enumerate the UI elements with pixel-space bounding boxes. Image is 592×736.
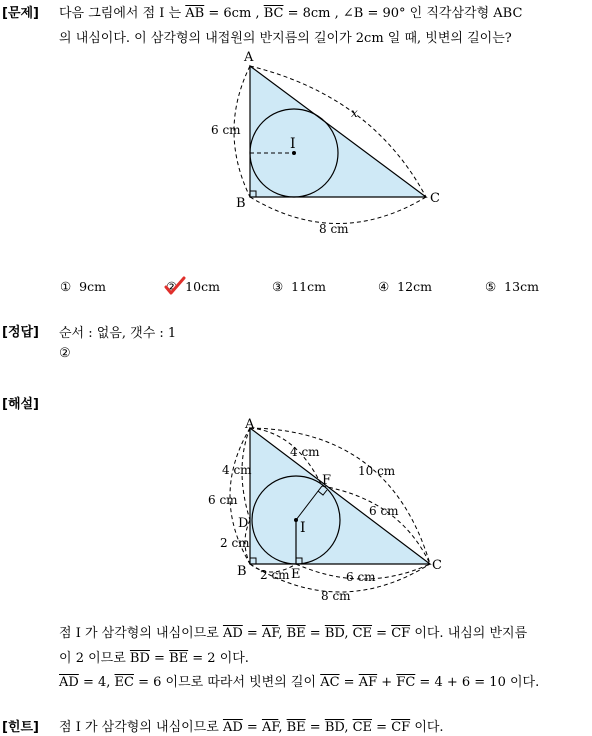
- triangle: [250, 428, 430, 564]
- len-ad: 4 cm: [222, 463, 252, 477]
- len-fc: 6 cm: [369, 504, 399, 518]
- vertex-b: B: [236, 196, 246, 211]
- problem-text: 다음 그림에서 점 I 는: [59, 6, 182, 21]
- segment-ab: $\overline{AB}$: [185, 6, 205, 21]
- vertex-c: C: [432, 558, 442, 573]
- point-f: F: [322, 473, 332, 488]
- answer-line-1: 순서 : 없음, 갯수 : 1: [59, 326, 177, 341]
- checkmark-icon: [163, 276, 187, 296]
- brace-bc: [250, 197, 426, 224]
- choice-3[interactable]: ③ 11cm: [272, 279, 326, 294]
- solution-line-3: $\overline{AD} = 4$, $\overline{EC} = 6$ 이므로 따라서 빗변의 길이 $\overline{AC} = \overline{AF} + \overline{FC} = 4 + 6 = 10$ 이다.: [59, 675, 540, 690]
- incenter-label: I: [290, 136, 296, 152]
- segment-bc: $\overline{BC}$: [263, 6, 284, 21]
- problem-line-2: 의 내심이다. 이 삼각형의 내접원의 반지름의 길이가 2cm 일 때, 빗변의 길이는?: [59, 31, 512, 46]
- len-bc: 8 cm: [319, 222, 349, 236]
- len-bc: 8 cm: [321, 589, 351, 603]
- problem-text: = 8cm , ∠B = 90° 인 직각삼각형 ABC: [287, 6, 523, 21]
- len-ac: 10 cm: [358, 464, 396, 478]
- vertex-b: B: [237, 564, 247, 579]
- len-ab: 6 cm: [211, 123, 241, 137]
- answer-line-2: ②: [59, 346, 71, 361]
- incenter-label: I: [300, 520, 306, 536]
- solution-tag: [해설]: [2, 397, 39, 412]
- solution-line-2: 이 2 이므로 $\overline{BD} = \overline{BE} = 2$ 이다.: [59, 651, 249, 666]
- vertex-a: A: [245, 417, 255, 432]
- point-d: D: [238, 516, 249, 531]
- problem-text: = 6cm ,: [208, 6, 260, 21]
- triangle: [250, 66, 426, 197]
- problem-figure: [0, 0, 592, 300]
- choice-2[interactable]: ② 10cm: [166, 279, 220, 294]
- choice-5[interactable]: ⑤ 13cm: [485, 279, 539, 294]
- hint-text: 점 I 가 삼각형의 내심이므로 $\overline{AD} = \overline{AF}$, $\overline{BE} = \overline{BD}$, $\overline{CE} = \overline{CF}$ 이다.: [59, 720, 444, 735]
- hint-tag: [힌트]: [2, 720, 39, 735]
- choice-1[interactable]: ① 9cm: [60, 279, 106, 294]
- solution-line-1: 점 I 가 삼각형의 내심이므로 $\overline{AD} = \overline{AF}$, $\overline{BE} = \overline{BD}$, $\overline{CE} = \overline{CF}$ 이다. 내심의 반지름: [59, 626, 528, 641]
- len-ac: x: [351, 106, 358, 120]
- incenter-dot: [294, 518, 298, 522]
- len-db: 2 cm: [220, 536, 250, 550]
- vertex-a: A: [244, 50, 254, 65]
- len-ab: 6 cm: [208, 493, 238, 507]
- point-e: E: [291, 567, 301, 582]
- problem-tag: [문제]: [2, 6, 39, 21]
- answer-tag: [정답]: [2, 325, 39, 340]
- len-ec: 6 cm: [346, 570, 376, 584]
- len-be: 2 cm: [260, 568, 290, 582]
- solution-figure: [0, 400, 592, 610]
- len-af: 4 cm: [290, 445, 320, 459]
- choice-4[interactable]: ④ 12cm: [378, 279, 432, 294]
- vertex-c: C: [430, 191, 440, 206]
